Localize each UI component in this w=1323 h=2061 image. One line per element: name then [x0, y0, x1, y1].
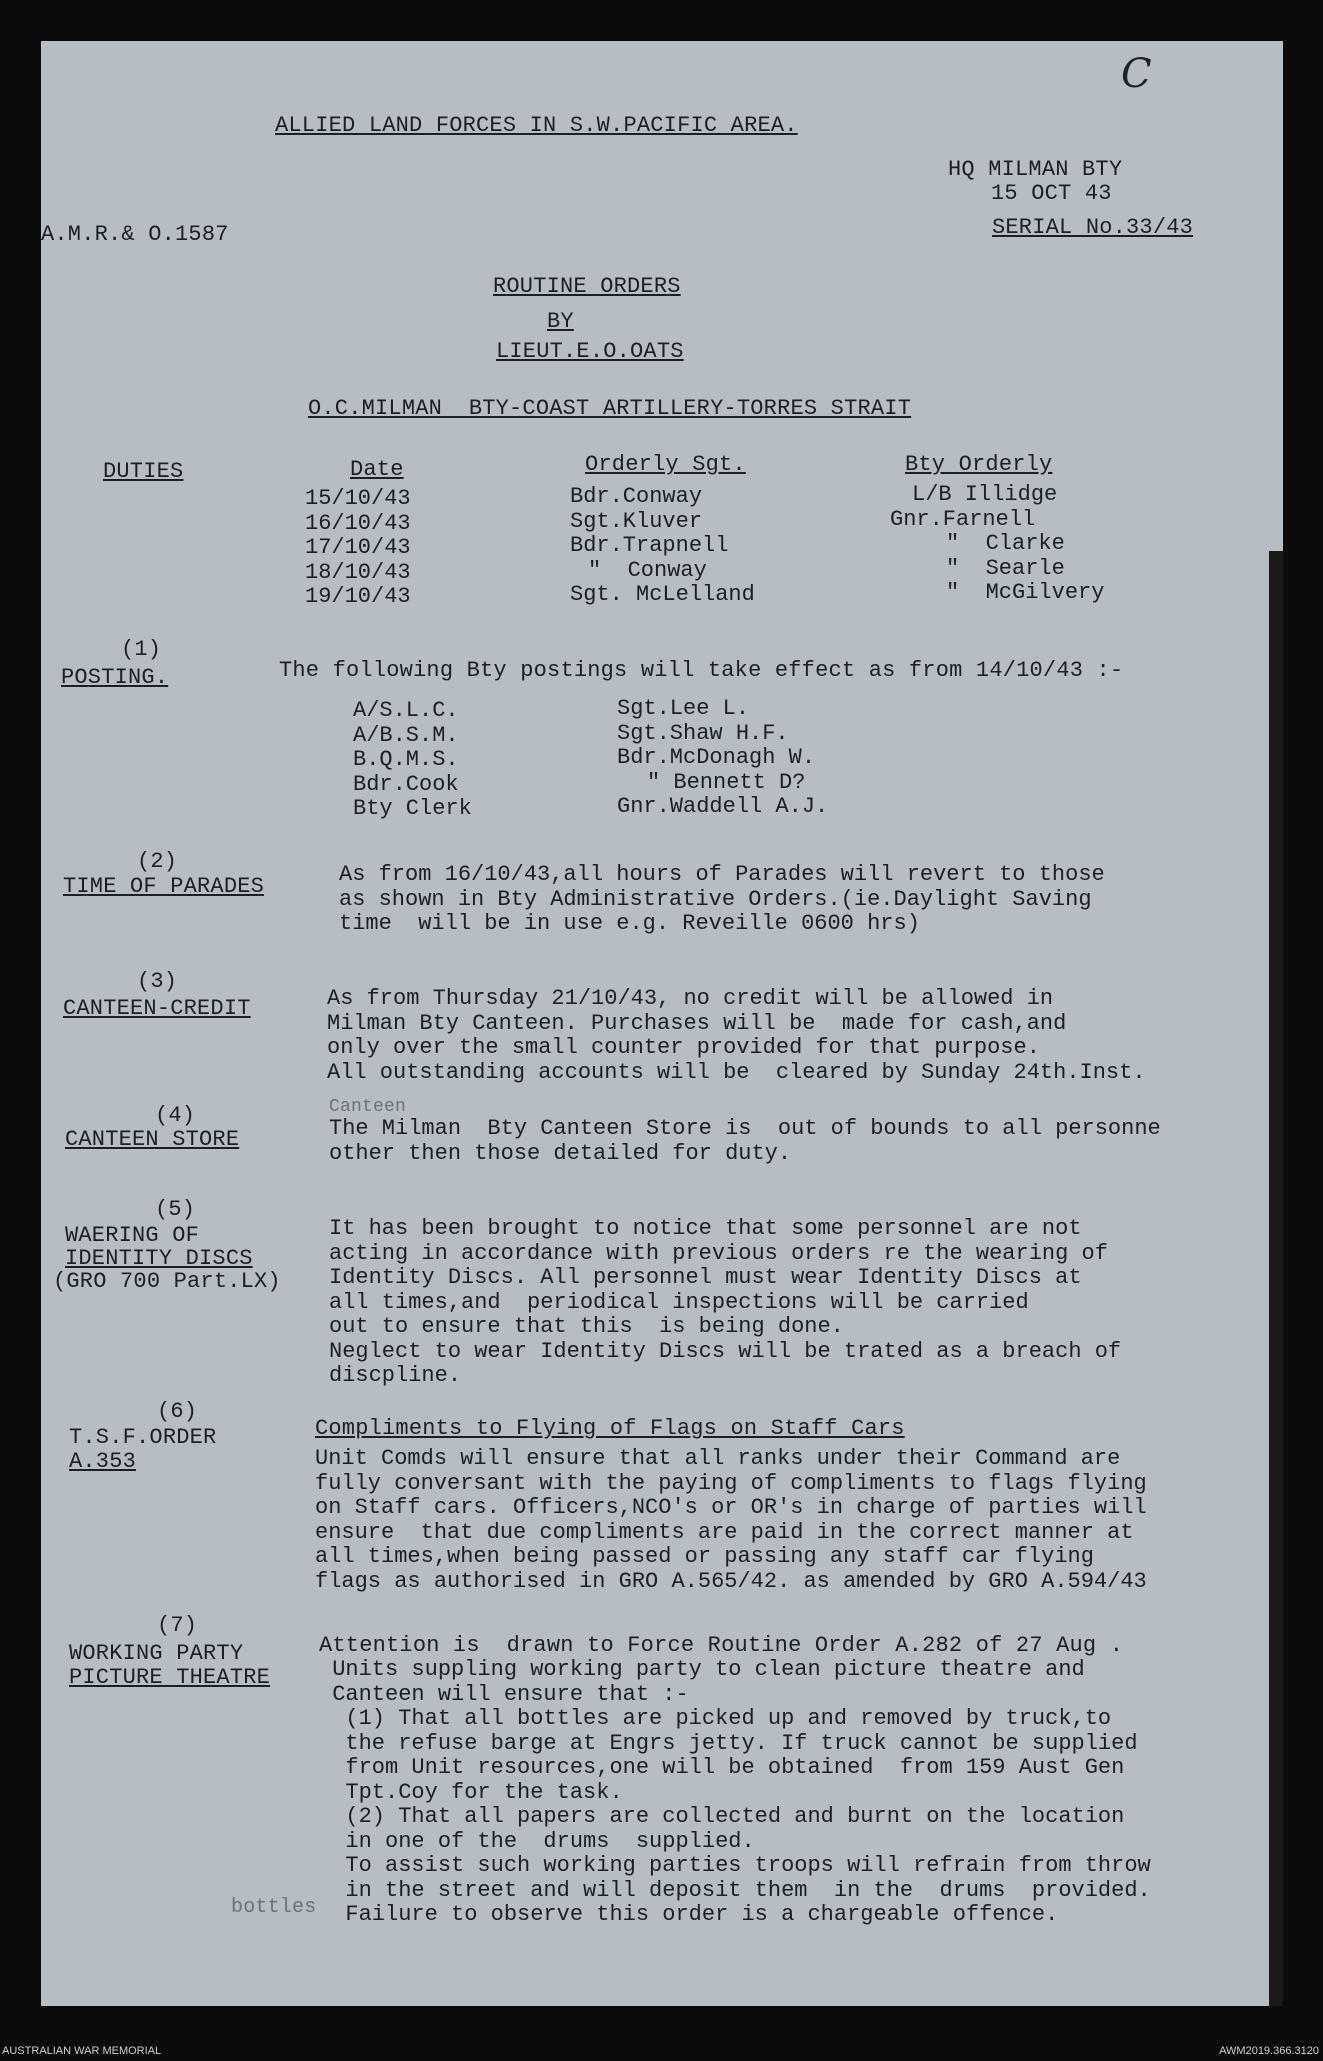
duty-orderly-sgt: Bdr.Trapnell	[570, 533, 729, 558]
section-6-number: (6)	[157, 1399, 198, 1424]
duties-sgt-column	[570, 485, 755, 608]
posting-names	[617, 697, 828, 820]
corner-mark: C	[1121, 51, 1152, 97]
body-line: as shown in Bty Administrative Orders.(ie.Daylight Saving	[339, 886, 1092, 912]
duty-date: 15/10/43	[305, 486, 411, 511]
posting-name: Sgt.Shaw H.F.	[617, 720, 789, 746]
body-line: (2) That all papers are collected and burnt on the location	[319, 1804, 1125, 1829]
unit-name: HQ MILMAN BTY	[948, 157, 1123, 182]
footer-credit: AUSTRALIAN WAR MEMORIAL	[2, 2045, 162, 2057]
section-3-label: CANTEEN-CREDIT	[63, 996, 251, 1021]
posting-name: " Bennett D?	[647, 769, 806, 795]
duties-header-bty-orderly: Bty Orderly	[905, 452, 1053, 477]
body-line: the refuse barge at Engrs jetty. If truck cannot be supplied	[319, 1730, 1138, 1756]
duties-orderly-column	[890, 483, 1104, 606]
reference-number: A.M.R.& O.1587	[41, 222, 229, 247]
duty-orderly-sgt: Sgt. McLelland	[570, 582, 755, 607]
body-line: in the street and will deposit them in the drums provided.	[319, 1877, 1151, 1903]
body-line: Identity Discs. All personnel must wear Identity Discs at	[329, 1265, 1082, 1290]
body-line: fully conversant with the paying of compliments to flags flying	[315, 1470, 1147, 1496]
section-4-annotation: Canteen	[329, 1097, 407, 1117]
body-line: Neglect to wear Identity Discs will be trated as a breach of	[329, 1338, 1122, 1364]
body-line: As from 16/10/43,all hours of Parades will revert to those	[339, 862, 1105, 887]
body-line: (1) That all bottles are picked up and removed by truck,to	[319, 1706, 1112, 1731]
section-6-body	[315, 1447, 1147, 1594]
section-7-intro: Attention is drawn to Force Routine Order A.282 of 27 Aug .	[319, 1633, 1124, 1658]
posting-name: Bdr.McDonagh W.	[617, 745, 816, 770]
duty-date: 18/10/43	[305, 559, 411, 585]
body-line: on Staff cars. Officers,NCO's or OR's in charge of parties will	[315, 1495, 1147, 1520]
posting-role: A/B.S.M.	[353, 722, 459, 748]
body-line: ensure that due compliments are paid in the correct manner at	[315, 1519, 1134, 1545]
section-7-number: (7)	[157, 1613, 198, 1638]
posting-roles	[353, 699, 472, 822]
duty-orderly-sgt: Bdr.Conway	[570, 484, 703, 509]
duties-header-orderly-sgt: Orderly Sgt.	[585, 452, 746, 477]
section-6-label: T.S.F.ORDER	[69, 1425, 217, 1450]
section-1-intro: The following Bty postings will take effect as from 14/10/43 :-	[279, 658, 1124, 683]
section-4-label: CANTEEN STORE	[65, 1127, 240, 1152]
duty-bty-orderly: L/B Illidge	[912, 482, 1058, 507]
section-2-body	[339, 863, 1105, 937]
body-line: The Milman Bty Canteen Store is out of bounds to all personne	[329, 1116, 1161, 1141]
body-line: other then those detailed for duty.	[329, 1140, 792, 1166]
section-3-number: (3)	[137, 969, 178, 994]
body-line: It has been brought to notice that some personnel are not	[329, 1216, 1082, 1241]
body-line: Failure to observe this order is a chargeable offence.	[319, 1902, 1059, 1927]
duty-bty-orderly: Gnr.Farnell	[890, 506, 1036, 532]
body-line: Unit Comds will ensure that all ranks under their Command are	[315, 1446, 1121, 1471]
section-5-label: IDENTITY DISCS	[65, 1246, 253, 1271]
document-title: ALLIED LAND FORCES IN S.W.PACIFIC AREA.	[275, 113, 798, 138]
document-page	[41, 41, 1283, 2006]
section-7-label: PICTURE THEATRE	[69, 1665, 271, 1690]
posting-role: Bty Clerk	[353, 796, 472, 821]
body-line: only over the small counter provided for that purpose.	[327, 1035, 1040, 1060]
section-5-label: WAERING OF	[65, 1223, 200, 1248]
body-line: To assist such working parties troops will refrain from throw	[319, 1853, 1151, 1878]
duty-orderly-sgt: " Conway	[588, 557, 707, 583]
section-5-reference: (GRO 700 Part.LX)	[53, 1269, 281, 1294]
duty-bty-orderly: " Searle	[946, 555, 1065, 581]
section-6-reference: A.353	[69, 1449, 137, 1474]
duty-date: 19/10/43	[305, 584, 411, 609]
section-6-title: Compliments to Flying of Flags on Staff Cars	[315, 1416, 905, 1441]
posting-name: Gnr.Waddell A.J.	[617, 794, 829, 819]
duties-date-column	[305, 487, 411, 610]
margin-note: bottles	[231, 1896, 317, 1919]
body-line: All outstanding accounts will be cleared by Sunday 24th.Inst.	[327, 1059, 1146, 1085]
body-line: As from Thursday 21/10/43, no credit will be allowed in	[327, 986, 1054, 1011]
section-4-number: (4)	[155, 1103, 196, 1128]
body-line: Canteen will ensure that :-	[319, 1681, 689, 1707]
section-2-number: (2)	[137, 849, 178, 874]
duty-date: 17/10/43	[305, 535, 411, 560]
section-1-label: POSTING.	[61, 665, 169, 690]
duty-orderly-sgt: Sgt.Kluver	[570, 508, 703, 534]
body-line: acting in accordance with previous orders re the wearing of	[329, 1240, 1108, 1266]
body-line: from Unit resources,one will be obtained from 159 Aust Gen	[319, 1755, 1125, 1780]
body-line: in one of the drums supplied.	[319, 1828, 755, 1854]
heading-routine-orders: ROUTINE ORDERS	[493, 274, 681, 299]
section-3-body	[327, 987, 1146, 1085]
body-line: time will be in use e.g. Reveille 0600 hrs)	[339, 911, 920, 936]
body-line: all times,when being passed or passing any staff car flying	[315, 1544, 1094, 1569]
section-2-label: TIME OF PARADES	[63, 874, 265, 899]
posting-name: Sgt.Lee L.	[617, 696, 750, 721]
heading-by: BY	[547, 309, 574, 334]
duty-bty-orderly: " Clarke	[946, 531, 1065, 556]
duties-label: DUTIES	[103, 459, 184, 484]
body-line: discpline.	[329, 1363, 462, 1388]
heading-unit: O.C.MILMAN BTY-COAST ARTILLERY-TORRES STRAIT	[308, 396, 912, 421]
posting-role: A/S.L.C.	[353, 698, 459, 723]
section-7-label: WORKING PARTY	[69, 1641, 244, 1666]
serial-number: SERIAL No.33/43	[992, 215, 1194, 240]
body-line: all times,and periodical inspections will be carried	[329, 1289, 1029, 1315]
document-date: 15 OCT 43	[991, 181, 1112, 206]
page-edge-shadow	[1269, 551, 1283, 2006]
heading-officer: LIEUT.E.O.OATS	[496, 339, 684, 364]
duty-date: 16/10/43	[305, 510, 411, 536]
posting-role: B.Q.M.S.	[353, 747, 459, 772]
body-line: out to ensure that this is being done.	[329, 1314, 844, 1339]
duty-bty-orderly: " McGilvery	[946, 580, 1105, 605]
section-5-body	[329, 1217, 1121, 1389]
body-line: Milman Bty Canteen. Purchases will be made for cash,and	[327, 1010, 1067, 1036]
section-4-body	[329, 1117, 1161, 1166]
footer-catalog-number: AWM2019.366.3120	[1219, 2045, 1319, 2057]
body-line: flags as authorised in GRO A.565/42. as amended by GRO A.594/43	[315, 1568, 1147, 1594]
duties-header-date: Date	[350, 457, 404, 482]
section-7-body	[319, 1658, 1151, 1928]
posting-role: Bdr.Cook	[353, 771, 459, 797]
body-line: Units suppling working party to clean picture theatre and	[319, 1657, 1085, 1682]
body-line: Tpt.Coy for the task.	[319, 1779, 623, 1805]
section-5-number: (5)	[155, 1197, 196, 1222]
section-1-number: (1)	[121, 637, 162, 662]
